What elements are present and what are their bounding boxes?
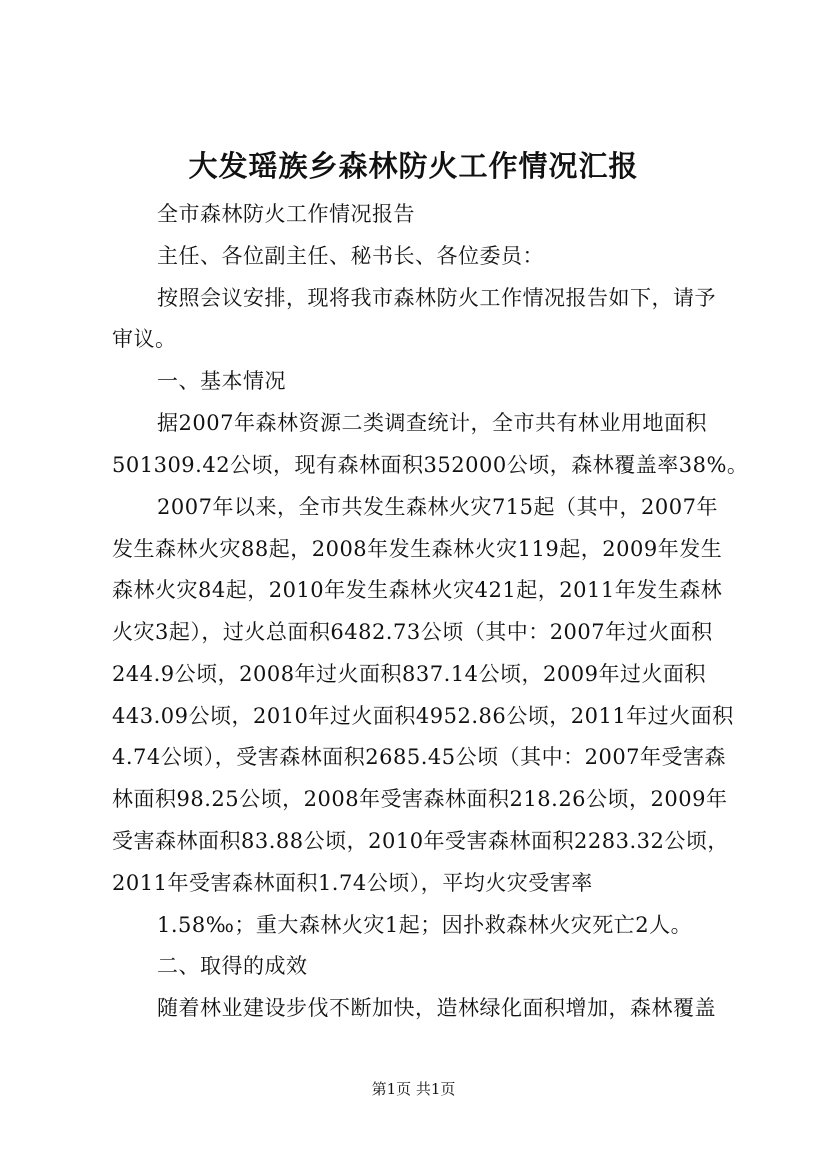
- section-heading: 一、基本情况: [157, 369, 286, 393]
- paragraph-line: 244.9公顷，2008年过火面积837.14公顷，2009年过火面积: [112, 662, 706, 686]
- paragraph-line: 林面积98.25公顷，2008年受害森林面积218.26公顷，2009年: [112, 787, 728, 811]
- paragraph-line: 审议。: [112, 327, 177, 351]
- paragraph-line: 森林火灾84起，2010年发生森林火灾421起，2011年发生森林: [112, 578, 723, 602]
- paragraph-line: 随着林业建设步伐不断加快，造林绿化面积增加，森林覆盖: [157, 996, 716, 1020]
- paragraph-line: 按照会议安排，现将我市森林防火工作情况报告如下，请予: [157, 286, 716, 310]
- paragraph-line: 4.74公顷），受害森林面积2685.45公顷（其中：2007年受害森: [112, 745, 727, 769]
- paragraph-line: 2007年以来，全市共发生森林火灾715起（其中，2007年: [157, 495, 718, 519]
- salutation: 主任、各位副主任、秘书长、各位委员：: [157, 244, 544, 268]
- paragraph-line: 受害森林面积83.88公顷，2010年受害森林面积2283.32公顷，: [112, 829, 729, 853]
- paragraph-line: 火灾3起），过火总面积6482.73公顷（其中：2007年过火面积: [112, 620, 713, 644]
- paragraph-line: 443.09公顷，2010年过火面积4952.86公顷，2011年过火面积: [112, 704, 734, 728]
- page-footer: 第1页 共1页: [371, 1080, 456, 1098]
- section-heading: 二、取得的成效: [157, 954, 308, 978]
- report-subtitle: 全市森林防火工作情况报告: [157, 202, 415, 226]
- paragraph-line: 发生森林火灾88起，2008年发生森林火灾119起，2009年发生: [112, 537, 723, 561]
- paragraph-line: 据2007年森林资源二类调查统计，全市共有林业用地面积: [157, 411, 707, 435]
- document-title: 大发瑶族乡森林防火工作情况汇报: [188, 149, 639, 183]
- paragraph-line: 2011年受害森林面积1.74公顷），平均火灾受害率: [112, 871, 593, 895]
- paragraph-line: 501309.42公顷，现有森林面积352000公顷，森林覆盖率38%。: [112, 453, 749, 477]
- paragraph-line: 1.58‰；重大森林火灾1起；因扑救森林火灾死亡2人。: [157, 913, 693, 937]
